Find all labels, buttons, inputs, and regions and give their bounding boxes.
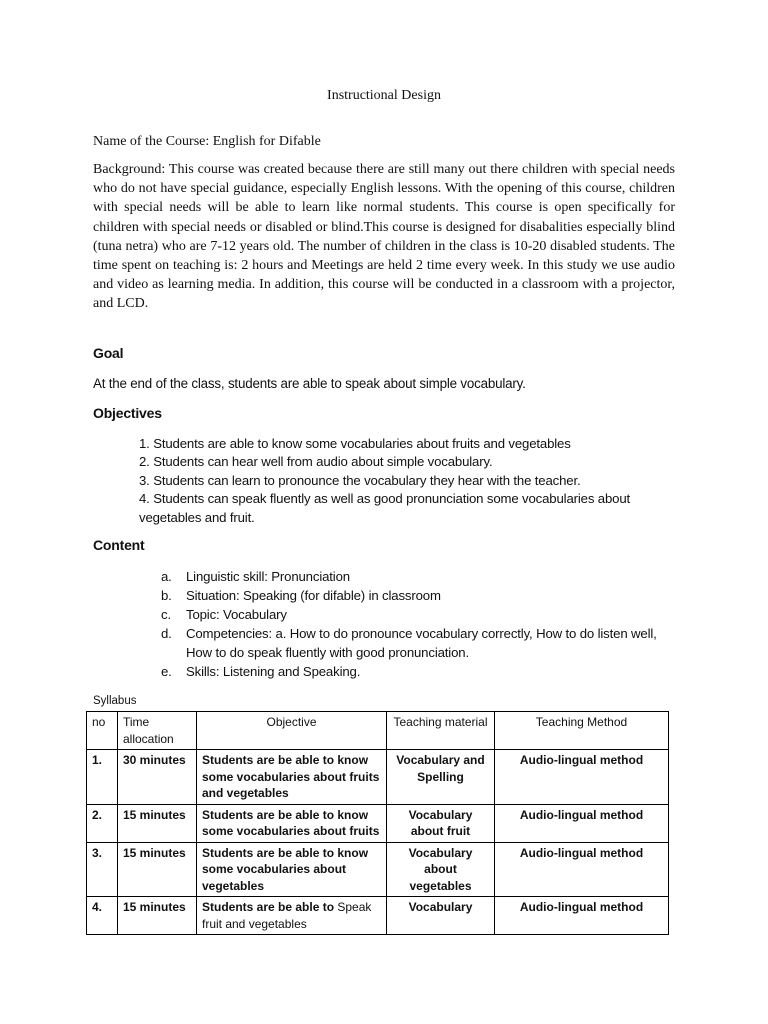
content-list bbox=[161, 567, 661, 681]
content-marker: d. bbox=[161, 626, 172, 641]
content-text: Competencies: a. How to do pronounce vocabulary correctly, How to do listen well, How to do speak fluently with good pronunciation. bbox=[186, 626, 657, 660]
syllabus-table bbox=[86, 711, 669, 935]
content-marker: c. bbox=[161, 607, 171, 622]
cell-time: 15 minutes bbox=[118, 842, 197, 897]
background-paragraph: Background: This course was created because there are still many out there children with special needs who do not have special guidance, especially English lessons. With the opening of this course, children with special needs will be able to learn like normal students. This course is open specifically for children with special needs or disabled or blind.This course is designed for disabalities especially blind (tuna netra) who are 7-12 years old. The number of children in the class is 10-20 disabled students. The time spent on teaching is: 2 hours and Meetings are held 2 time every week. In this study we use audio and video as learning media. In addition, this course will be conducted in a classroom with a projector, and LCD. bbox=[93, 162, 675, 312]
objective-item: 2. Students can hear well from audio about simple vocabulary. bbox=[139, 454, 493, 470]
cell-method: Audio-lingual method bbox=[495, 897, 669, 935]
content-item bbox=[161, 586, 661, 605]
objective-regular-part: Speak fruit and vegetables bbox=[202, 900, 372, 931]
content-marker: e. bbox=[161, 664, 172, 679]
goal-heading: Goal bbox=[93, 345, 124, 361]
header-time: Time allocation bbox=[118, 712, 197, 750]
cell-method: Audio-lingual method bbox=[495, 842, 669, 897]
content-text: Situation: Speaking (for difable) in classroom bbox=[186, 588, 441, 603]
cell-objective bbox=[197, 897, 387, 935]
table-row bbox=[87, 804, 669, 842]
cell-material: Vocabulary about vegetables bbox=[387, 842, 495, 897]
table-row bbox=[87, 750, 669, 805]
content-item bbox=[161, 605, 661, 624]
cell-method: Audio-lingual method bbox=[495, 804, 669, 842]
cell-no: 4. bbox=[87, 897, 118, 935]
cell-no: 1. bbox=[87, 750, 118, 805]
content-text: Skills: Listening and Speaking. bbox=[186, 664, 361, 679]
content-text: Topic: Vocabulary bbox=[186, 607, 287, 622]
cell-no: 2. bbox=[87, 804, 118, 842]
content-item bbox=[161, 662, 661, 681]
objectives-heading: Objectives bbox=[93, 405, 162, 421]
objective-item: 3. Students can learn to pronounce the vocabulary they hear with the teacher. bbox=[139, 472, 581, 488]
cell-objective: Students are be able to know some vocabularies about vegetables bbox=[197, 842, 387, 897]
objective-bold-part: Students are be able to bbox=[202, 900, 335, 914]
cell-time: 15 minutes bbox=[118, 804, 197, 842]
goal-text: At the end of the class, students are able to speak about simple vocabulary. bbox=[93, 376, 526, 391]
content-text: Linguistic skill: Pronunciation bbox=[186, 569, 350, 584]
content-item bbox=[161, 567, 661, 586]
cell-time: 30 minutes bbox=[118, 750, 197, 805]
cell-no: 3. bbox=[87, 842, 118, 897]
cell-material: Vocabulary and Spelling bbox=[387, 750, 495, 805]
cell-time: 15 minutes bbox=[118, 897, 197, 935]
cell-material: Vocabulary about fruit bbox=[387, 804, 495, 842]
document-title: Instructional Design bbox=[327, 88, 441, 103]
content-marker: a. bbox=[161, 569, 172, 584]
header-objective: Objective bbox=[197, 712, 387, 750]
header-method: Teaching Method bbox=[495, 712, 669, 750]
cell-objective: Students are be able to know some vocabularies about fruits and vegetables bbox=[197, 750, 387, 805]
header-material: Teaching material bbox=[387, 712, 495, 750]
content-heading: Content bbox=[93, 537, 145, 553]
objectives-list bbox=[139, 435, 659, 527]
cell-method: Audio-lingual method bbox=[495, 750, 669, 805]
objective-item: 4. Students can speak fluently as well as good pronunciation some vocabularies about vegetables and fruit. bbox=[139, 491, 631, 525]
content-marker: b. bbox=[161, 588, 172, 603]
course-name: Name of the Course: English for Difable bbox=[93, 134, 321, 149]
table-row bbox=[87, 897, 669, 935]
table-header-row bbox=[87, 712, 669, 750]
content-item bbox=[161, 624, 661, 662]
cell-objective: Students are be able to know some vocabularies about fruits bbox=[197, 804, 387, 842]
syllabus-label: Syllabus bbox=[93, 695, 137, 707]
header-no: no bbox=[87, 712, 118, 750]
table-row bbox=[87, 842, 669, 897]
cell-material: Vocabulary bbox=[387, 897, 495, 935]
objective-item: 1. Students are able to know some vocabularies about fruits and vegetables bbox=[139, 436, 571, 451]
